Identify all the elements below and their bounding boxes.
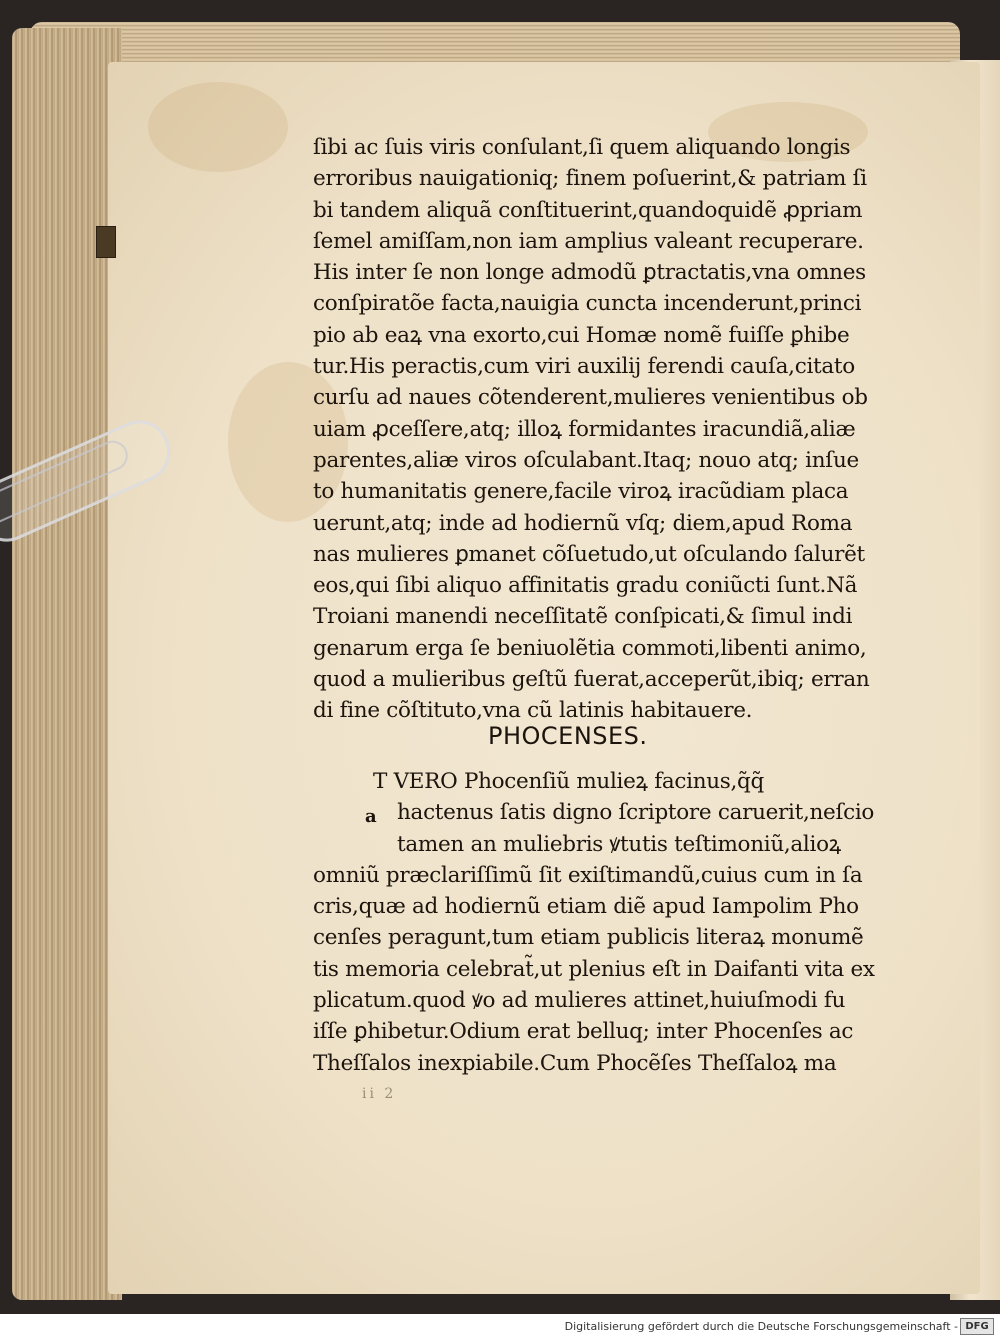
text-line: hactenus ſatis digno ſcriptore caruerit,neſcio	[397, 800, 875, 826]
text-line: tur.His peractis,cum viri auxilij ferendi cauſa,citato	[313, 354, 855, 380]
bookmark-tab	[96, 226, 116, 258]
text-line: nas mulieres ꝑmanet cõſuetudo,ut oſculando ſalurẽt	[313, 541, 865, 567]
text-line: T VERO Phocenſiũ mulieꝝ facinus,q̃q̃	[373, 769, 764, 794]
text-line: genarum erga ſe beniuolẽtia commoti,libenti animo,	[313, 635, 867, 661]
text-line: pio ab eaꝝ vna exorto,cui Homæ nomẽ fuiſſe ꝑhibe	[313, 322, 850, 348]
text-line: di fine cõſtituto,vna cũ latinis habitauere.	[313, 698, 753, 724]
book-fore-edge	[12, 28, 122, 1300]
text-line: ſibi ac ſuis viris conſulant,ſi quem aliquando longis	[313, 135, 851, 160]
page-stain	[148, 82, 288, 172]
text-line: eos,qui ſibi aliquo affinitatis gradu coniũcti ſunt.Nã	[313, 573, 858, 599]
funding-credit: Digitalisierung gefördert durch die Deutsche Forschungsgemeinschaft -	[564, 1320, 958, 1333]
text-line: cris,quæ ad hodiernũ etiam diẽ apud Iampolim Pho	[313, 894, 859, 920]
text-line: to humanitatis genere,facile viroꝝ iracũdiam placa	[313, 479, 849, 505]
dfg-logo: DFG	[960, 1318, 994, 1335]
footer-bar	[0, 1314, 1000, 1338]
text-line: ſemel amiſſam,non iam amplius valeant recuperare.	[313, 228, 864, 254]
text-line: parentes,aliæ viros oſculabant.Itaq; nouo atq; inſue	[313, 447, 859, 473]
text-line: quod a mulieribus geſtũ fuerat,acceperũt,ibiq; erran	[313, 667, 870, 693]
text-line: uiam ꝓceſſere,atq; illoꝝ formidantes iracundiã,aliæ	[313, 416, 856, 442]
text-line: erroribus nauigationiq; finem poſuerint,& patriam ſi	[313, 166, 867, 192]
section-heading: PHOCENSES.	[488, 722, 648, 750]
text-line: uerunt,atq; inde ad hodiernũ vſq; diem,apud Roma	[313, 510, 853, 536]
text-line: bi tandem aliquã conſtituerint,quandoquidẽ ꝓpriam	[313, 197, 863, 223]
latin-text-block-2	[313, 766, 903, 1079]
text-line: Theſſalos inexpiabile.Cum Phocẽſes Theſſaloꝝ ma	[313, 1050, 837, 1076]
latin-text-block	[313, 132, 903, 727]
text-line: cenſes peragunt,tum etiam publicis literaꝝ monumẽ	[313, 925, 864, 951]
text-line: plicatum.quod ꝟo ad mulieres attinet,huiuſmodi fu	[313, 988, 846, 1014]
text-line: His inter ſe non longe admodũ ꝑtractatis,vna omnes	[313, 260, 866, 286]
text-line: Troiani manendi neceſſitatẽ conſpicati,& ſimul indi	[313, 604, 853, 630]
text-line: conſpiratõe facta,nauigia cuncta incenderunt,princi	[313, 291, 862, 317]
text-line: iſſe ꝑhibetur.Odium erat belluq; inter Phocenſes ac	[313, 1019, 854, 1045]
text-line: omniũ præclariſſimũ ſit exiſtimandũ,cuius cum in ſa	[313, 862, 863, 888]
text-line: curſu ad naues cõtenderent,mulieres venientibus ob	[313, 385, 868, 411]
guide-letter: a	[365, 806, 377, 827]
text-line: tamen an muliebris ꝟtutis teſtimoniũ,alioꝝ	[397, 831, 841, 857]
text-line: tis memoria celebrat̃,ut plenius eſt in Daifanti vita ex	[313, 956, 875, 982]
signature-mark: ii 2	[362, 1086, 397, 1102]
